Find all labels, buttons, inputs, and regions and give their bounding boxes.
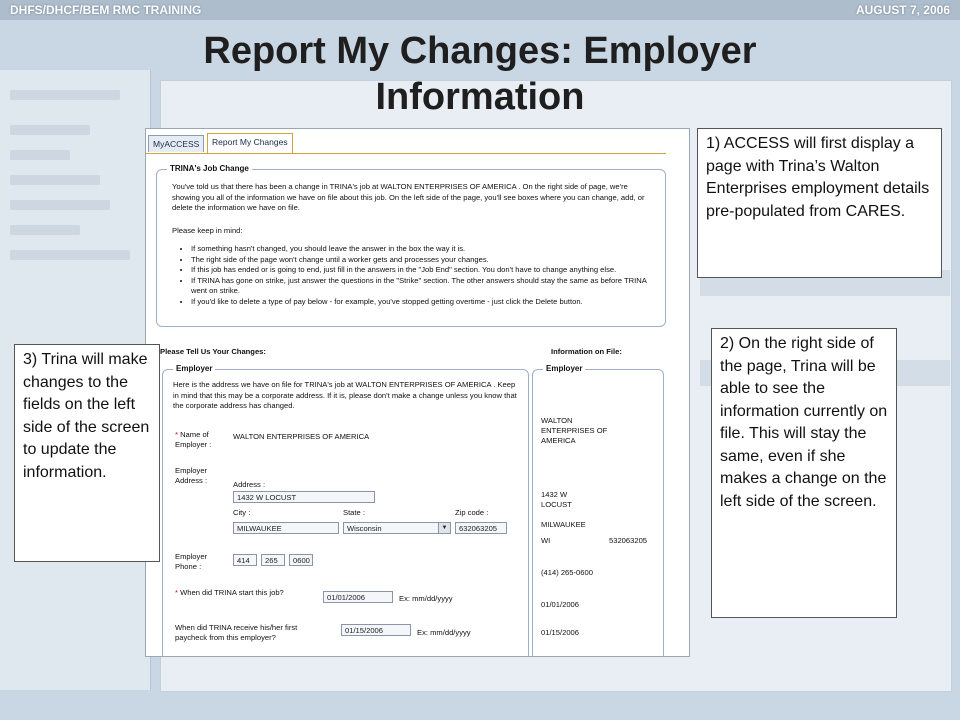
callout-2: 2) On the right side of the page, Trina will be able to see the information currently on file. This will stay the same, even if she makes a change on the left side of the screen. xyxy=(711,328,897,618)
tab-report-my-changes[interactable]: Report My Changes xyxy=(207,133,293,153)
employer-phone-label: Employer Phone : xyxy=(175,552,208,571)
keep-in-mind-label: Please keep in mind: xyxy=(172,226,243,235)
on-file-employer-name: WALTON ENTERPRISES OF AMERICA xyxy=(541,416,608,445)
zip-label: Zip code : xyxy=(455,508,489,517)
state-select-value: Wisconsin xyxy=(347,524,382,533)
name-of-employer-label: * Name of Employer : xyxy=(175,430,212,449)
employer-name-value: WALTON ENTERPRISES OF AMERICA xyxy=(233,432,370,441)
employer-address-label: Employer Address : xyxy=(175,466,208,485)
state-select[interactable] xyxy=(343,522,451,534)
phone-prefix-input[interactable]: 265 xyxy=(261,554,285,566)
job-change-box xyxy=(156,164,666,327)
on-file-start-date: 01/01/2006 xyxy=(541,600,580,609)
callout-1: 1) ACCESS will first display a page with Trina’s Walton Enterprises employment details pre-populated from CARES. xyxy=(697,128,942,278)
on-file-zip: 532063205 xyxy=(609,536,648,545)
on-file-city: MILWAUKEE xyxy=(541,520,586,529)
guidance-list xyxy=(177,244,659,307)
on-file-street: 1432 W LOCUST xyxy=(541,490,572,509)
street-address-input[interactable]: 1432 W LOCUST xyxy=(233,491,375,503)
changes-heading: Please Tell Us Your Changes: xyxy=(160,347,266,356)
on-file-first-paycheck: 01/15/2006 xyxy=(541,628,580,637)
street-label: Address : xyxy=(233,480,266,489)
start-date-hint: Ex: mm/dd/yyyy xyxy=(399,594,453,603)
slide-title xyxy=(120,28,840,120)
first-paycheck-hint: Ex: mm/dd/yyyy xyxy=(417,628,471,637)
on-file-heading: Information on File: xyxy=(551,347,622,356)
job-change-legend: TRINA's Job Change xyxy=(167,164,252,173)
header-date: AUGUST 7, 2006 xyxy=(855,3,950,17)
slide-title-line-1: Report My Changes: Employer xyxy=(203,30,757,72)
first-paycheck-input[interactable]: 01/15/2006 xyxy=(341,624,411,636)
zip-code-input[interactable]: 632063205 xyxy=(455,522,507,534)
city-input[interactable]: MILWAUKEE xyxy=(233,522,339,534)
start-date-label: * When did TRINA start this job? xyxy=(175,588,284,597)
slide-header-bar xyxy=(0,0,960,20)
tab-myaccess[interactable]: MyACCESS xyxy=(148,135,204,152)
job-change-intro: You've told us that there has been a change in TRINA's job at WALTON ENTERPRISES OF AMERICA . On the right side of page, we're showing you all of the information we have on file about this job. On the left side of the page, you'll see boxes where you can change, add, or delete the information we have on file. xyxy=(172,182,645,212)
slide-title-line-2: Information xyxy=(375,76,585,118)
chevron-down-icon: ▼ xyxy=(438,523,450,533)
phone-area-code-input[interactable]: 414 xyxy=(233,554,257,566)
employer-legend: Employer xyxy=(173,364,215,373)
header-left-text: DHFS/DHCF/BEM RMC TRAINING xyxy=(10,3,202,17)
on-file-employer-legend: Employer xyxy=(543,364,585,373)
city-label: City : xyxy=(233,508,251,517)
list-item: • If something hasn't changed, you should leave the answer in the box the way it is. xyxy=(191,244,659,255)
employer-on-file-box xyxy=(532,364,664,657)
list-item: • If this job has ended or is going to end, just fill in the answers in the "Job End" section. You don't have to change anything else. xyxy=(191,265,659,276)
employer-change-box xyxy=(162,364,529,657)
first-paycheck-label: When did TRINA receive his/her first paycheck from this employer? xyxy=(175,623,298,642)
tab-underline xyxy=(146,153,666,154)
list-item: • If you'd like to delete a type of pay below - for example, you've stopped getting overtime - just click the Delete button. xyxy=(191,297,659,308)
embedded-screenshot xyxy=(145,128,690,657)
list-item: • The right side of the page won't change until a worker gets and processes your changes. xyxy=(191,255,659,266)
on-file-state: WI xyxy=(541,536,551,545)
on-file-phone: (414) 265-0600 xyxy=(541,568,593,577)
phone-line-input[interactable]: 0600 xyxy=(289,554,313,566)
address-note: Here is the address we have on file for TRINA's job at WALTON ENTERPRISES OF AMERICA . Keep in mind that this may be a corporate address. If it is, please don't make a change unless you know that the corporate address has changed. xyxy=(173,380,517,410)
start-date-input[interactable]: 01/01/2006 xyxy=(323,591,393,603)
list-item: • If TRINA has gone on strike, just answer the questions in the "Strike" section. The other answers should stay the same as before TRINA went on strike. xyxy=(191,276,659,297)
state-label: State : xyxy=(343,508,365,517)
callout-3: 3) Trina will make changes to the fields on the left side of the screen to update the information. xyxy=(14,344,160,562)
